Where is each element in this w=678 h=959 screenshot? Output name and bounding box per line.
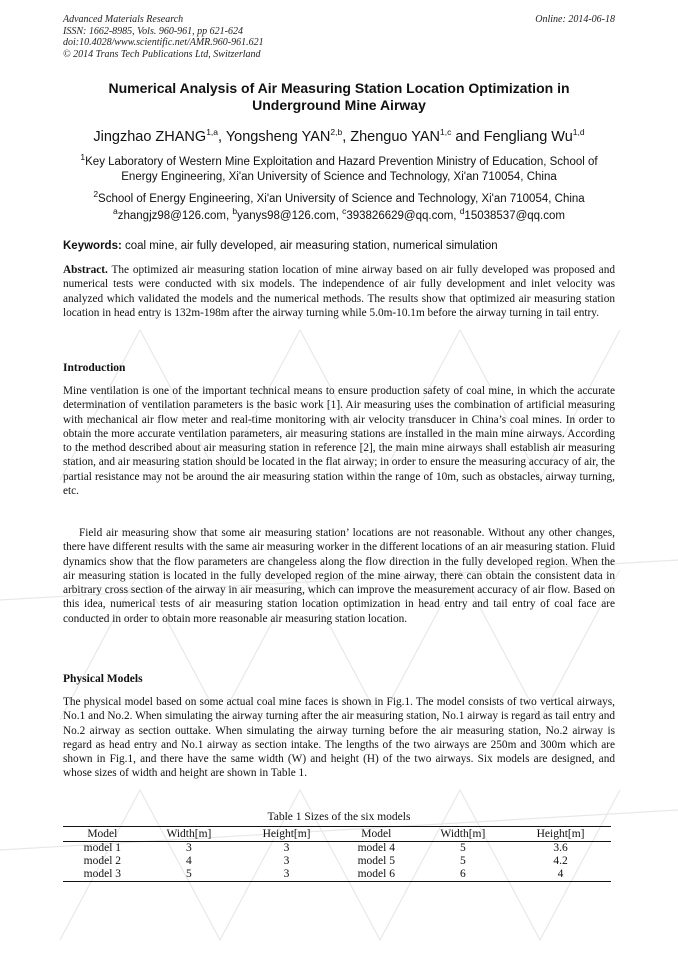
table-cell: 3 [283,855,290,867]
email-sup: c [342,206,347,217]
table-cell: 4 [186,855,192,867]
affiliation-num: 1 [80,152,86,163]
table-cell: model 6 [337,868,416,882]
table-header-cell: Model [63,827,142,842]
author-name: Fengliang Wu [483,129,573,145]
author-list [63,128,615,146]
sizes-table [63,826,611,882]
author-sep: , [342,129,351,145]
table-header-cell: Width[m] [416,827,510,842]
table-cell: model 5 [357,855,395,867]
email-address[interactable]: 393826629@qq.com [346,210,454,222]
table-cell: 4 [510,868,611,882]
author-name: Jingzhao ZHANG [93,129,207,145]
doi-line: doi:10.4028/www.scientific.net/AMR.960-961.621 [63,37,264,48]
table-cell: 5 [459,842,466,854]
affiliation-1 [63,152,615,185]
author-sup: 1,d [572,127,585,138]
keywords-text: coal mine, air fully developed, air measuring station, numerical simulation [125,240,498,252]
table-cell: 3.6 [553,842,568,854]
table-cell: 3 [236,868,337,882]
journal-header [63,14,264,60]
table-cell: model 3 [63,868,142,882]
paper-title: Numerical Analysis of Air Measuring Station Location Optimization in Underground Mine Airway [108,80,570,113]
author-sup: 1,c [440,127,452,138]
table-cell: 6 [416,868,510,882]
email-address[interactable]: 15038537@qq.com [464,210,565,222]
affiliation-2 [63,189,615,207]
author-sup: 2,b [330,127,343,138]
table-row [63,842,611,856]
abstract [63,263,615,320]
introduction-paragraph-2: Field air measuring show that some air measuring station’ locations are not reasonable. Without any other changes, there have different results with the same air measuring worker in the different locations of an air measuring station. Fluid dynamics show that the flow parameters are changeless along the flow direction in the fully developed region. When the air measuring station is located in the fully developed region of the mine airway, there can obtain the consistent data in arbitrary cross section of the airway in air measuring, which can improve the measurement accuracy of air flow. Based on this idea, numerical tests of air measuring station location optimization in head entry and tail entry of coal face are conducted in order to obtain more reasonable air measuring station location. [63,527,615,625]
email-sup: b [232,206,238,217]
table-cell: model 4 [357,842,395,854]
email-sup: a [113,206,118,217]
online-date: Online: 2014-06-18 [535,14,615,25]
table-cell: 3 [283,842,290,854]
email-sep: , [453,210,460,222]
introduction-paragraph-1: Mine ventilation is one of the important technical means to ensure production safety of coal mine, in which the accurate determination of ventilation parameters is the basic work [1]. Air measuring uses the combination of artificial measuring with mechanical air flow meter and real-time monitoring with air velocity transducer in China’s coal mines. In order to obtain the more accurate ventilation parameters, air measuring stations are installed in the main mine airways. According to the method described about air measuring station in reference [2], the main mine airways shall establish air measuring station, and air measuring station should be located in the flat airway; in order to ensure the measuring accuracy of air, the partial resistance may not be around the air measuring station within the range of 10m, such as obstacles, airway turning, etc. [63,385,615,498]
email-address[interactable]: zhangjz98@126.com [117,210,226,222]
author-name: Zhenguo YAN [350,129,440,145]
table-cell: 4.2 [553,855,568,867]
keywords-label: Keywords: [63,240,122,252]
physical-models-paragraph: The physical model based on some actual coal mine faces is shown in Fig.1. The model consists of two vertical airways, No.1 and No.2. When simulating the airway turning after the air measuring station, No.1 airway is regard as tail entry and No.2 airway as section outtake. When simulating the airway turning before the air measuring station, No.2 airway is regard as head entry and No.1 airway as section intake. The lengths of the two airways are 250m and 300m which are shown in Fig.1, and there have the same width (W) and height (H) of the two airways. Six models are designed, and whose sizes of width and height are shown in Table 1. [63,696,615,780]
email-sep: , [335,210,343,222]
author-sep: , [218,129,226,145]
issn-line: ISSN: 1662-8985, Vols. 960-961, pp 621-624 [63,25,243,37]
author-sep: and [451,129,484,145]
table-row [63,868,611,882]
author-name: Yongsheng YAN [225,129,331,145]
table-header-row [63,827,611,842]
table-cell: model 1 [83,842,122,854]
table-header-cell: Height[m] [236,827,337,842]
author-sup: 1,a [206,127,219,138]
keywords [63,240,615,252]
table-cell: 5 [142,868,236,882]
table-cell: 3 [186,842,192,854]
introduction-heading: Introduction [63,362,126,374]
table-cell: 5 [459,855,466,867]
table-caption: Table 1 Sizes of the six models [267,811,411,823]
table-header-cell: Height[m] [510,827,611,842]
journal-name: Advanced Materials Research [63,14,184,25]
table-row [63,855,611,868]
physical-models-heading: Physical Models [63,673,143,685]
table-header-cell: Model [337,827,416,842]
copyright-line: © 2014 Trans Tech Publications Ltd, Switzerland [63,48,261,60]
affiliation-num: 2 [93,189,99,200]
email-sup: d [459,206,465,217]
table-cell: model 2 [83,855,122,867]
abstract-text: The optimized air measuring station location of mine airway based on air fully developed was proposed and numerical tests were conducted with six models. The independence of air fully development and inlet velocity was analyzed which validated the models and the numerical methods. The results show that optimized air measuring station location in head entry is 132m-198m after the airway turning while 5.0m-10.1m before the airway turning in tail entry. [63,264,615,319]
abstract-label: Abstract. [63,264,108,276]
affiliation-text: School of Energy Engineering, Xi'an University of Science and Technology, Xi'an 710054, China [98,193,585,205]
email-list [63,206,615,222]
affiliation-text: Key Laboratory of Western Mine Exploitation and Hazard Prevention Ministry of Education, School of Energy Engineering, Xi'an University of Science and Technology, Xi'an 710054, China [85,156,598,183]
table-header-cell: Width[m] [142,827,236,842]
email-address[interactable]: yanys98@126.com [237,210,336,222]
email-sep: , [225,210,233,222]
